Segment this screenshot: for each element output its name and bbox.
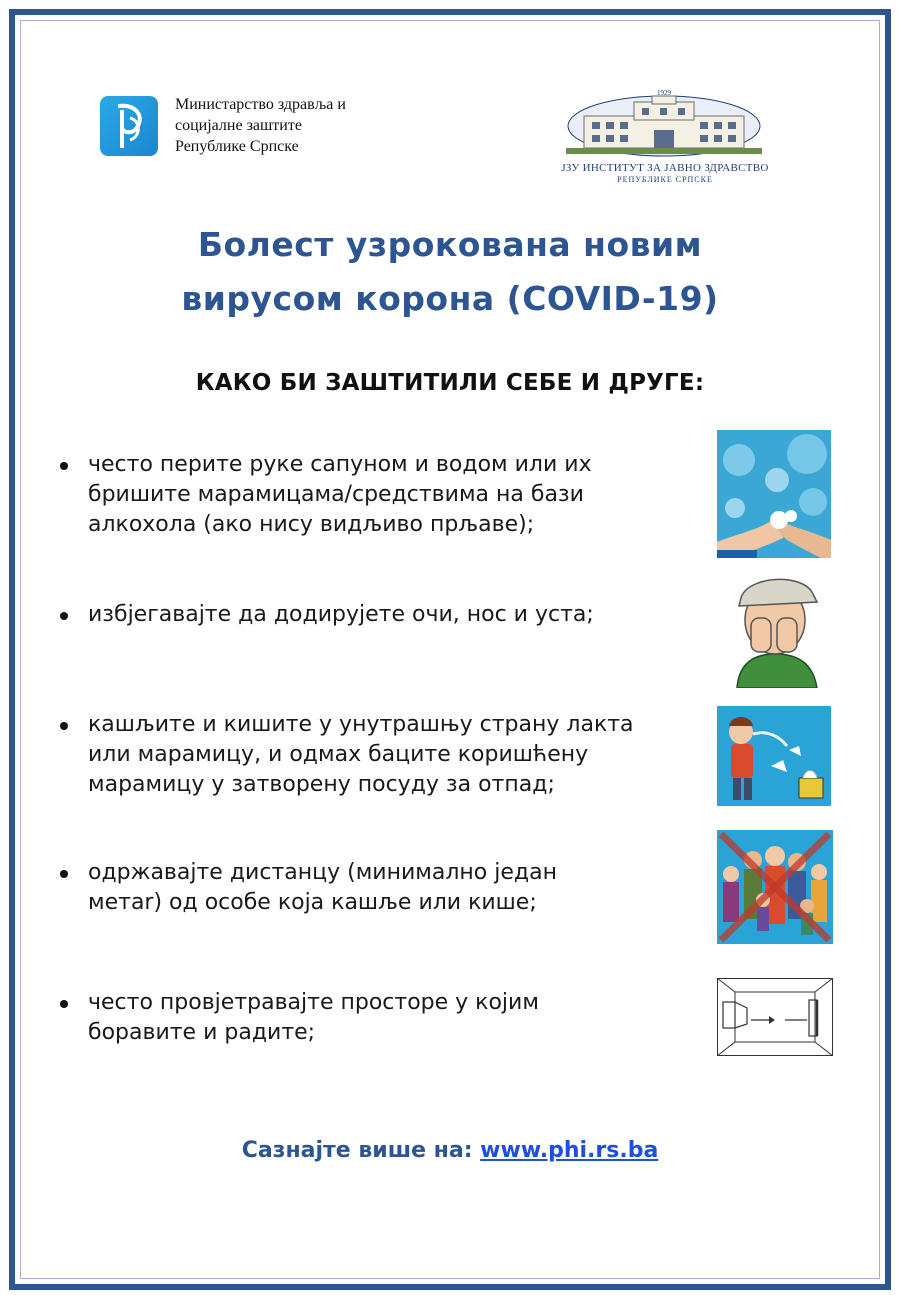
sneezing-icon (717, 706, 831, 806)
bullet-icon (60, 1000, 68, 1008)
list-item-line: алкохола (ако нису видљиво прљаве); (88, 512, 535, 537)
ministry-name-line: социјалне заштите (175, 117, 302, 134)
website-link[interactable]: www.phi.rs.ba (480, 1138, 659, 1163)
room-ventilation-icon (717, 978, 833, 1056)
list-item-line: марамицу у затворену посуду за отпад; (88, 772, 555, 797)
bullet-icon (60, 462, 68, 470)
list-item-line: често провјетравајте просторе у којим (88, 990, 539, 1015)
list-item-text (88, 710, 700, 800)
page-title-line: вирусом корона (COVID-19) (181, 279, 719, 318)
list-item-text (88, 450, 700, 540)
institute-year: 1929 (657, 89, 671, 97)
list-item (60, 988, 700, 1048)
crowd-distance-icon (717, 830, 833, 944)
list-item-line: избјегавајте да додирујете очи, нос и уста; (88, 602, 594, 627)
institute-subname: РЕПУБЛИКЕ СРПСКЕ (617, 175, 713, 184)
page-title-line: Болест узрокована новим (197, 225, 703, 264)
list-item-line: често перите руке сапуном и водом или их (88, 452, 592, 477)
list-item (60, 710, 700, 800)
list-item (60, 600, 700, 630)
ministry-name-line: Министарство здравља и (175, 96, 346, 113)
face-touching-icon (717, 568, 831, 688)
bullet-icon (60, 722, 68, 730)
institute-name: ЈЗУ ИНСТИТУТ ЗА ЈАВНО ЗДРАВСТВО (561, 162, 769, 174)
list-item-line: бришите марамицама/средствима на бази (88, 482, 584, 507)
footer (0, 1138, 900, 1163)
list-item-text (88, 600, 700, 630)
list-item-line: кашљите и кишите у унутрашњу страну лакта (88, 712, 634, 737)
ministry-logo-icon (100, 96, 158, 156)
ministry-name-line: Републике Српске (175, 138, 299, 155)
list-item-line: одржавајте дистанцу (минимално један (88, 860, 557, 885)
footer-label: Сазнајте више на: (241, 1138, 481, 1163)
hand-washing-icon (717, 430, 831, 558)
list-item (60, 858, 700, 918)
list-item-line: или марамицу, и одмах баците коришћену (88, 742, 589, 767)
list-item-line: метаr) од особе која кашље или кише; (88, 890, 537, 915)
page-title (0, 218, 900, 326)
bullet-icon (60, 612, 68, 620)
list-item-text (88, 858, 700, 918)
list-item (60, 450, 700, 540)
ministry-name (175, 94, 346, 157)
page-subtitle: КАКО БИ ЗАШТИТИЛИ СЕБЕ И ДРУГЕ: (195, 370, 705, 396)
bullet-icon (60, 870, 68, 878)
list-item-text (88, 988, 700, 1048)
list-item-line: боравите и радите; (88, 1020, 316, 1045)
